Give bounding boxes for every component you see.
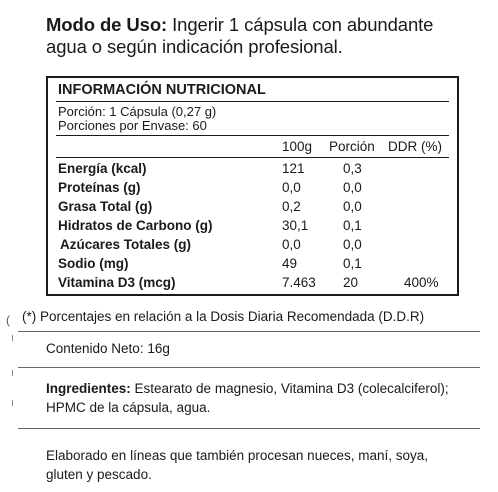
ingredients-text: Estearato de magnesio, Vitamina D3 (colecalciferol); HPMC de la cápsula, agua. xyxy=(46,381,449,415)
nutrient-row xyxy=(58,256,451,274)
ingredients xyxy=(46,379,466,417)
nutrient-row xyxy=(58,237,451,255)
margin-tick xyxy=(12,335,13,341)
nutrient-name: Hidratos de Carbono (g) xyxy=(58,218,213,233)
nutrient-per100: 121 xyxy=(282,161,305,176)
servings-per-container: Porciones por Envase: 60 xyxy=(58,118,207,133)
nutrient-name: Proteínas (g) xyxy=(58,180,141,195)
nutrition-facts-panel xyxy=(46,76,459,296)
column-header-portion: Porción xyxy=(329,139,375,154)
nutrient-name: Grasa Total (g) xyxy=(58,199,153,214)
section-divider xyxy=(18,428,480,429)
nutrient-per100: 7.463 xyxy=(282,275,316,290)
column-header-row xyxy=(58,139,451,157)
nutrient-name: Vitamina D3 (mcg) xyxy=(58,275,176,290)
nutrition-title: INFORMACIÓN NUTRICIONAL xyxy=(58,82,266,98)
nutrient-row xyxy=(58,180,451,198)
nutrient-per100: 49 xyxy=(282,256,298,271)
column-header-100g: 100g xyxy=(282,139,313,154)
nutrient-name: Energía (kcal) xyxy=(58,161,147,176)
nutrient-per100: 0,2 xyxy=(282,199,301,214)
ddr-footnote: (*) Porcentajes en relación a la Dosis Diaria Recomendada (D.D.R) xyxy=(22,309,425,324)
title-divider xyxy=(56,101,449,102)
nutrient-row xyxy=(58,275,451,293)
usage-text: Ingerir 1 cápsula con abundante agua o según indicación profesional. xyxy=(46,14,434,57)
nutrient-portion: 0,3 xyxy=(343,161,362,176)
nutrient-name: Azúcares Totales (g) xyxy=(60,237,192,252)
header-divider xyxy=(56,157,449,158)
section-divider xyxy=(18,367,480,368)
nutrient-portion: 0,0 xyxy=(343,199,362,214)
serving-divider xyxy=(56,135,449,136)
nutrient-portion: 20 xyxy=(343,275,359,290)
nutrient-name: Sodio (mg) xyxy=(58,256,129,271)
nutrient-portion: 0,1 xyxy=(343,256,362,271)
stray-parenthesis: ( xyxy=(6,313,10,327)
margin-tick xyxy=(12,370,13,376)
ingredients-label: Ingredientes: xyxy=(46,381,131,396)
nutrient-per100: 0,0 xyxy=(282,180,301,195)
nutrient-portion: 0,0 xyxy=(343,180,362,195)
nutrient-row xyxy=(58,218,451,236)
nutrient-portion: 0,1 xyxy=(343,218,362,233)
column-header-ddr: DDR (%) xyxy=(388,139,442,154)
serving-size: Porción: 1 Cápsula (0,27 g) xyxy=(58,104,217,119)
net-content: Contenido Neto: 16g xyxy=(46,341,170,356)
nutrient-portion: 0,0 xyxy=(343,237,362,252)
margin-tick xyxy=(12,400,13,406)
section-divider xyxy=(18,331,480,332)
nutrient-per100: 30,1 xyxy=(282,218,309,233)
usage-instructions xyxy=(46,14,466,58)
nutrient-per100: 0,0 xyxy=(282,237,301,252)
nutrient-row xyxy=(58,161,451,179)
allergen-note: Elaborado en líneas que también procesan nueces, maní, soya, gluten y pescado. xyxy=(46,448,428,482)
usage-label: Modo de Uso: xyxy=(46,14,168,35)
nutrient-ddr: 400% xyxy=(404,275,439,290)
nutrient-row xyxy=(58,199,451,217)
